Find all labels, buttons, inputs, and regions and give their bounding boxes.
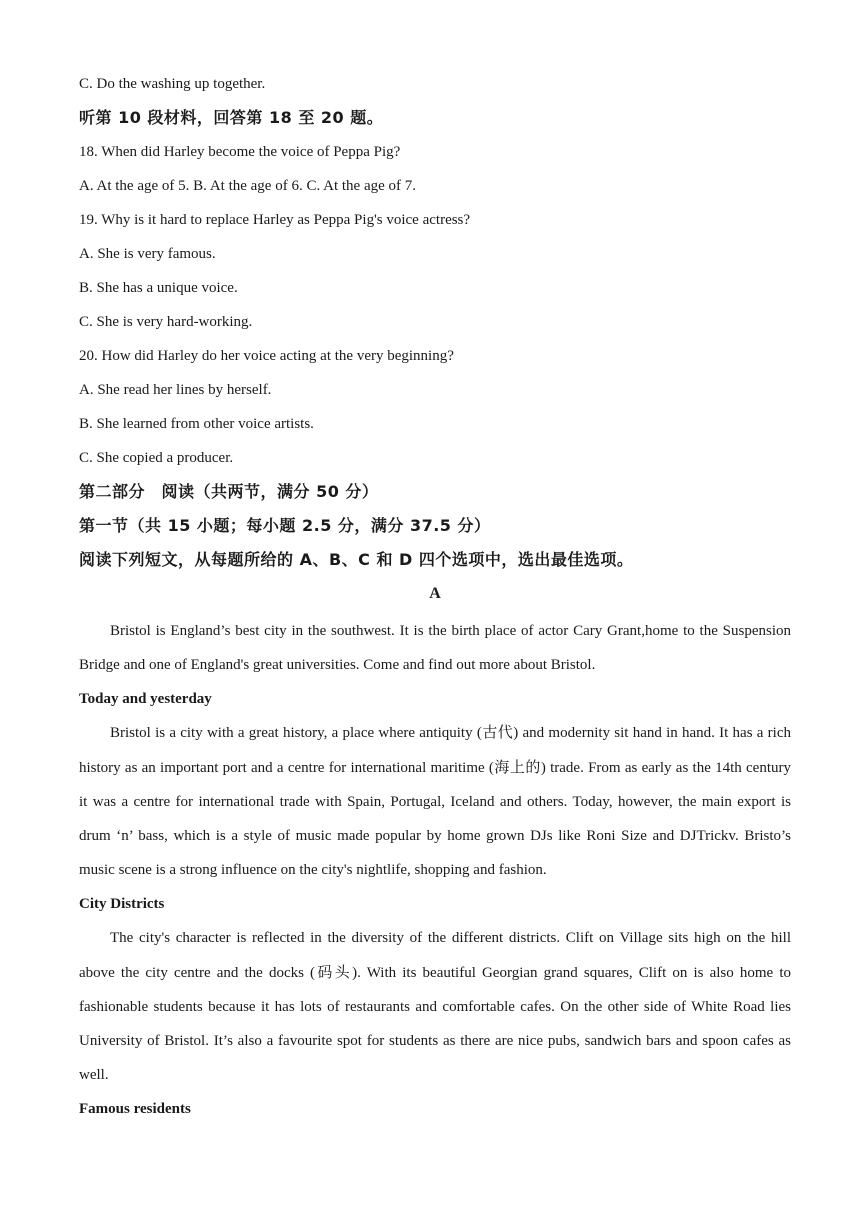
part-two-title: 第二部分 阅读（共两节，满分 50 分） [79, 482, 379, 501]
listening-section-heading: 听第 10 段材料，回答第 18 至 20 题。 [79, 108, 384, 127]
passage-letter: A [429, 585, 441, 602]
reading-instruction: 阅读下列短文，从每题所给的 A、B、C 和 D 四个选项中，选出最佳选项。 [79, 550, 634, 569]
option-20a: A. She read her lines by herself. [79, 382, 272, 398]
option-19c: C. She is very hard-working. [79, 314, 253, 330]
question-19: 19. Why is it hard to replace Harley as Peppa Pig's voice actress? [79, 212, 471, 228]
section-one-title: 第一节（共 15 小题；每小题 2.5 分，满分 37.5 分） [79, 516, 491, 535]
option-17c: C. Do the washing up together. [79, 76, 266, 92]
section-heading-today: Today and yesterday [79, 691, 212, 708]
option-19b: B. She has a unique voice. [79, 280, 238, 296]
exam-page [79, 70, 791, 1126]
section-heading-residents: Famous residents [79, 1101, 191, 1118]
section-heading-districts: City Districts [79, 896, 165, 913]
option-19a: A. She is very famous. [79, 246, 216, 262]
option-20b: B. She learned from other voice artists. [79, 416, 314, 432]
passage-intro: Bristol is England’s best city in the southwest. It is the birth place of actor Cary Grant,home to the Suspension Bridge and one of England's great universities. Come and find out more about Bristol. [79, 623, 791, 674]
question-18: 18. When did Harley become the voice of Peppa Pig? [79, 144, 401, 160]
option-20c: C. She copied a producer. [79, 450, 234, 466]
options-18: A. At the age of 5. B. At the age of 6. C. At the age of 7. [79, 178, 417, 194]
section-text-today: Bristol is a city with a great history, a place where antiquity (古代) and modernity sit hand in hand. It has a rich history as an important port and a centre for international maritime (海上的) trade. From as early as the 14th century it was a centre for international trade with Spain, Portugal, Iceland and others. Today, however, the main export is drum ‘n’ bass, which is a style of music made popular by home grown DJs like Roni Size and DJTrickv. Bristo’s music scene is a strong influence on the city's nightlife, shopping and fashion. [79, 725, 791, 879]
question-20: 20. How did Harley do her voice acting at the very beginning? [79, 348, 454, 364]
section-text-districts: The city's character is reflected in the diversity of the different districts. Clift on Village sits high on the hill above the city centre and the docks (码头). With its beautiful Georgian grand squares, Clift on is also home to fashionable students because it has lots of restaurants and comfortable cafes. On the other side of White Road lies University of Bristol. It’s also a favourite spot for students as there are nice pubs, sandwich bars and spoon cafes as well. [79, 930, 791, 1084]
